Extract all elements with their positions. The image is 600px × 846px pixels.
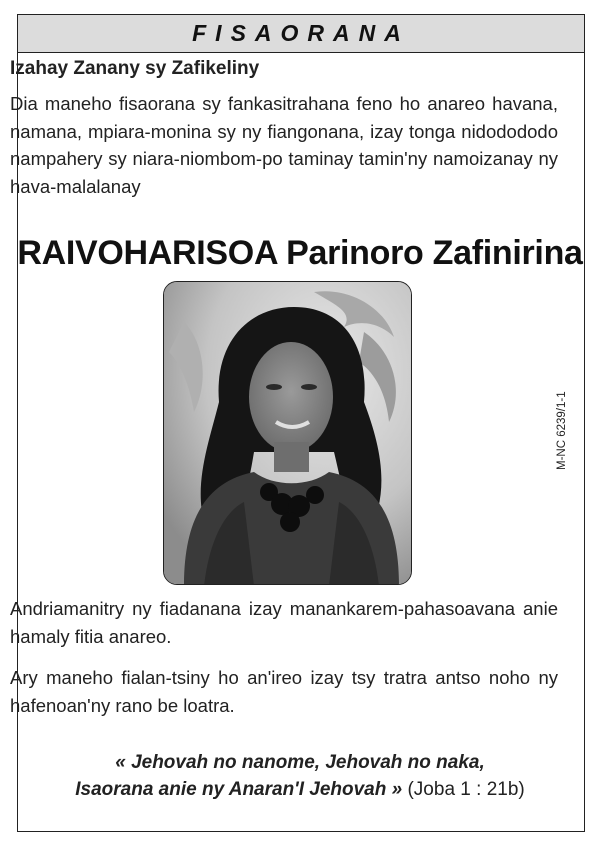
reference-code: M-NC 6239/1-1 xyxy=(556,391,568,470)
apology-paragraph: Ary maneho fialan-tsiny ho an'ireo izay tsy tratra antso noho ny hafenoan'ny rano be loatra. xyxy=(10,667,558,716)
deceased-name: RAIVOHARISOA Parinoro Zafinirina xyxy=(17,234,583,272)
portrait-photo xyxy=(163,281,412,585)
notice-title: FISAORANA xyxy=(192,20,410,46)
portrait-image xyxy=(164,282,412,585)
salutation: Izahay Zanany sy Zafikeliny xyxy=(10,58,260,79)
notice-header xyxy=(18,15,584,53)
intro-paragraph: Dia maneho fisaorana sy fankasitrahana feno ho anareo havana, namana, mpiara-monina sy ny fiangonana, izay tonga nidodododo nampahery sy niara-niombom-po taminay tamin'ny namoizanay ny hava-malalanay xyxy=(10,93,558,197)
verse-citation: (Joba 1 : 21b) xyxy=(402,779,525,800)
bible-verse xyxy=(0,749,600,803)
blessing-paragraph: Andriamanitry ny fiadanana izay manankarem-pahasoavana anie hamaly fitia anareo. xyxy=(10,598,558,647)
verse-line-2: Isaorana anie ny Anaran'I Jehovah » xyxy=(75,779,403,800)
verse-line-1: « Jehovah no nanome, Jehovah no naka, xyxy=(115,752,485,773)
